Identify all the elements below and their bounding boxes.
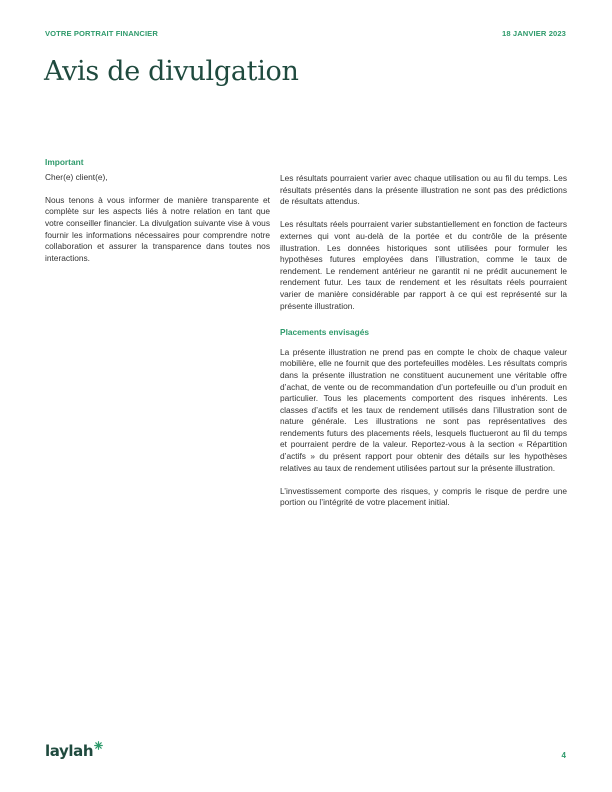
header-report-title: VOTRE PORTRAIT FINANCIER [45, 29, 158, 38]
brand-logo-text: laylah [45, 742, 94, 760]
intro-paragraph: Nous tenons à vous informer de manière transparente et complète sur les aspects liés à notre relation en tant que votre conseiller financier. La divulgation suivante vise à vous fournir les informations nécessaires pour comprendre notre collaboration et assurer la transparence dans toutes nos interactions. [45, 194, 270, 263]
page-title: Avis de divulgation [44, 56, 299, 87]
sparkle-icon [94, 741, 103, 750]
brand-logo [45, 742, 103, 760]
section-heading-important: Important [45, 157, 84, 167]
right-column [280, 173, 567, 509]
results-paragraph: Les résultats pourraient varier avec chaque utilisation ou au fil du temps. Les résultats présentés dans la présente illustration ne sont pas des prédictions de résultats attendus. [280, 173, 567, 207]
real-results-paragraph: Les résultats réels pourraient varier substantiellement en fonction de facteurs externes qui vont au-delà de la portée et du contrôle de la présente illustration. Les données historiques sont utilisées pour formuler les hypothèses futures employées dans l’illustration, comme le taux de rendement. Le rendement antérieur ne garantit ni ne prédit aucunement le rendement futur. Les taux de rendement et les résultats réels pourraient varier de manière considérable par rapport à ce qui est représenté sur la présente illustration. [280, 219, 567, 311]
left-column [45, 157, 270, 264]
page-number: 4 [561, 751, 566, 760]
header-date: 18 JANVIER 2023 [502, 29, 566, 38]
salutation: Cher(e) client(e), [45, 171, 108, 182]
section-heading-placements: Placements envisagés [280, 327, 370, 338]
placements-paragraph: La présente illustration ne prend pas en compte le choix de chaque valeur mobilière, elle ne fournit que des portefeuilles modèles. Les résultats compris dans la présente illustration ne constituent aucunement une véritable offre d’achat, de vente ou de recommandation d’un portefeuille ou d’un produit en particulier. Tous les placements comportent des risques inhérents. Les classes d’actifs et les taux de rendement utilisés dans l’illustration sont de nature générale. Les illustrations ne sont pas représentatives des rendements futurs des placements réels, lesquels fluctueront au fil du temps et pourraient perdre de la valeur. Reportez-vous à la section « Répartition d’actifs » du présent rapport pour obtenir des détails sur les hypothèses relatives au taux de rendement utilisées partout sur la présente illustration. [280, 346, 567, 473]
risk-paragraph: L’investissement comporte des risques, y compris le risque de perdre une portion ou l’intégrité de votre placement initial. [280, 485, 567, 508]
